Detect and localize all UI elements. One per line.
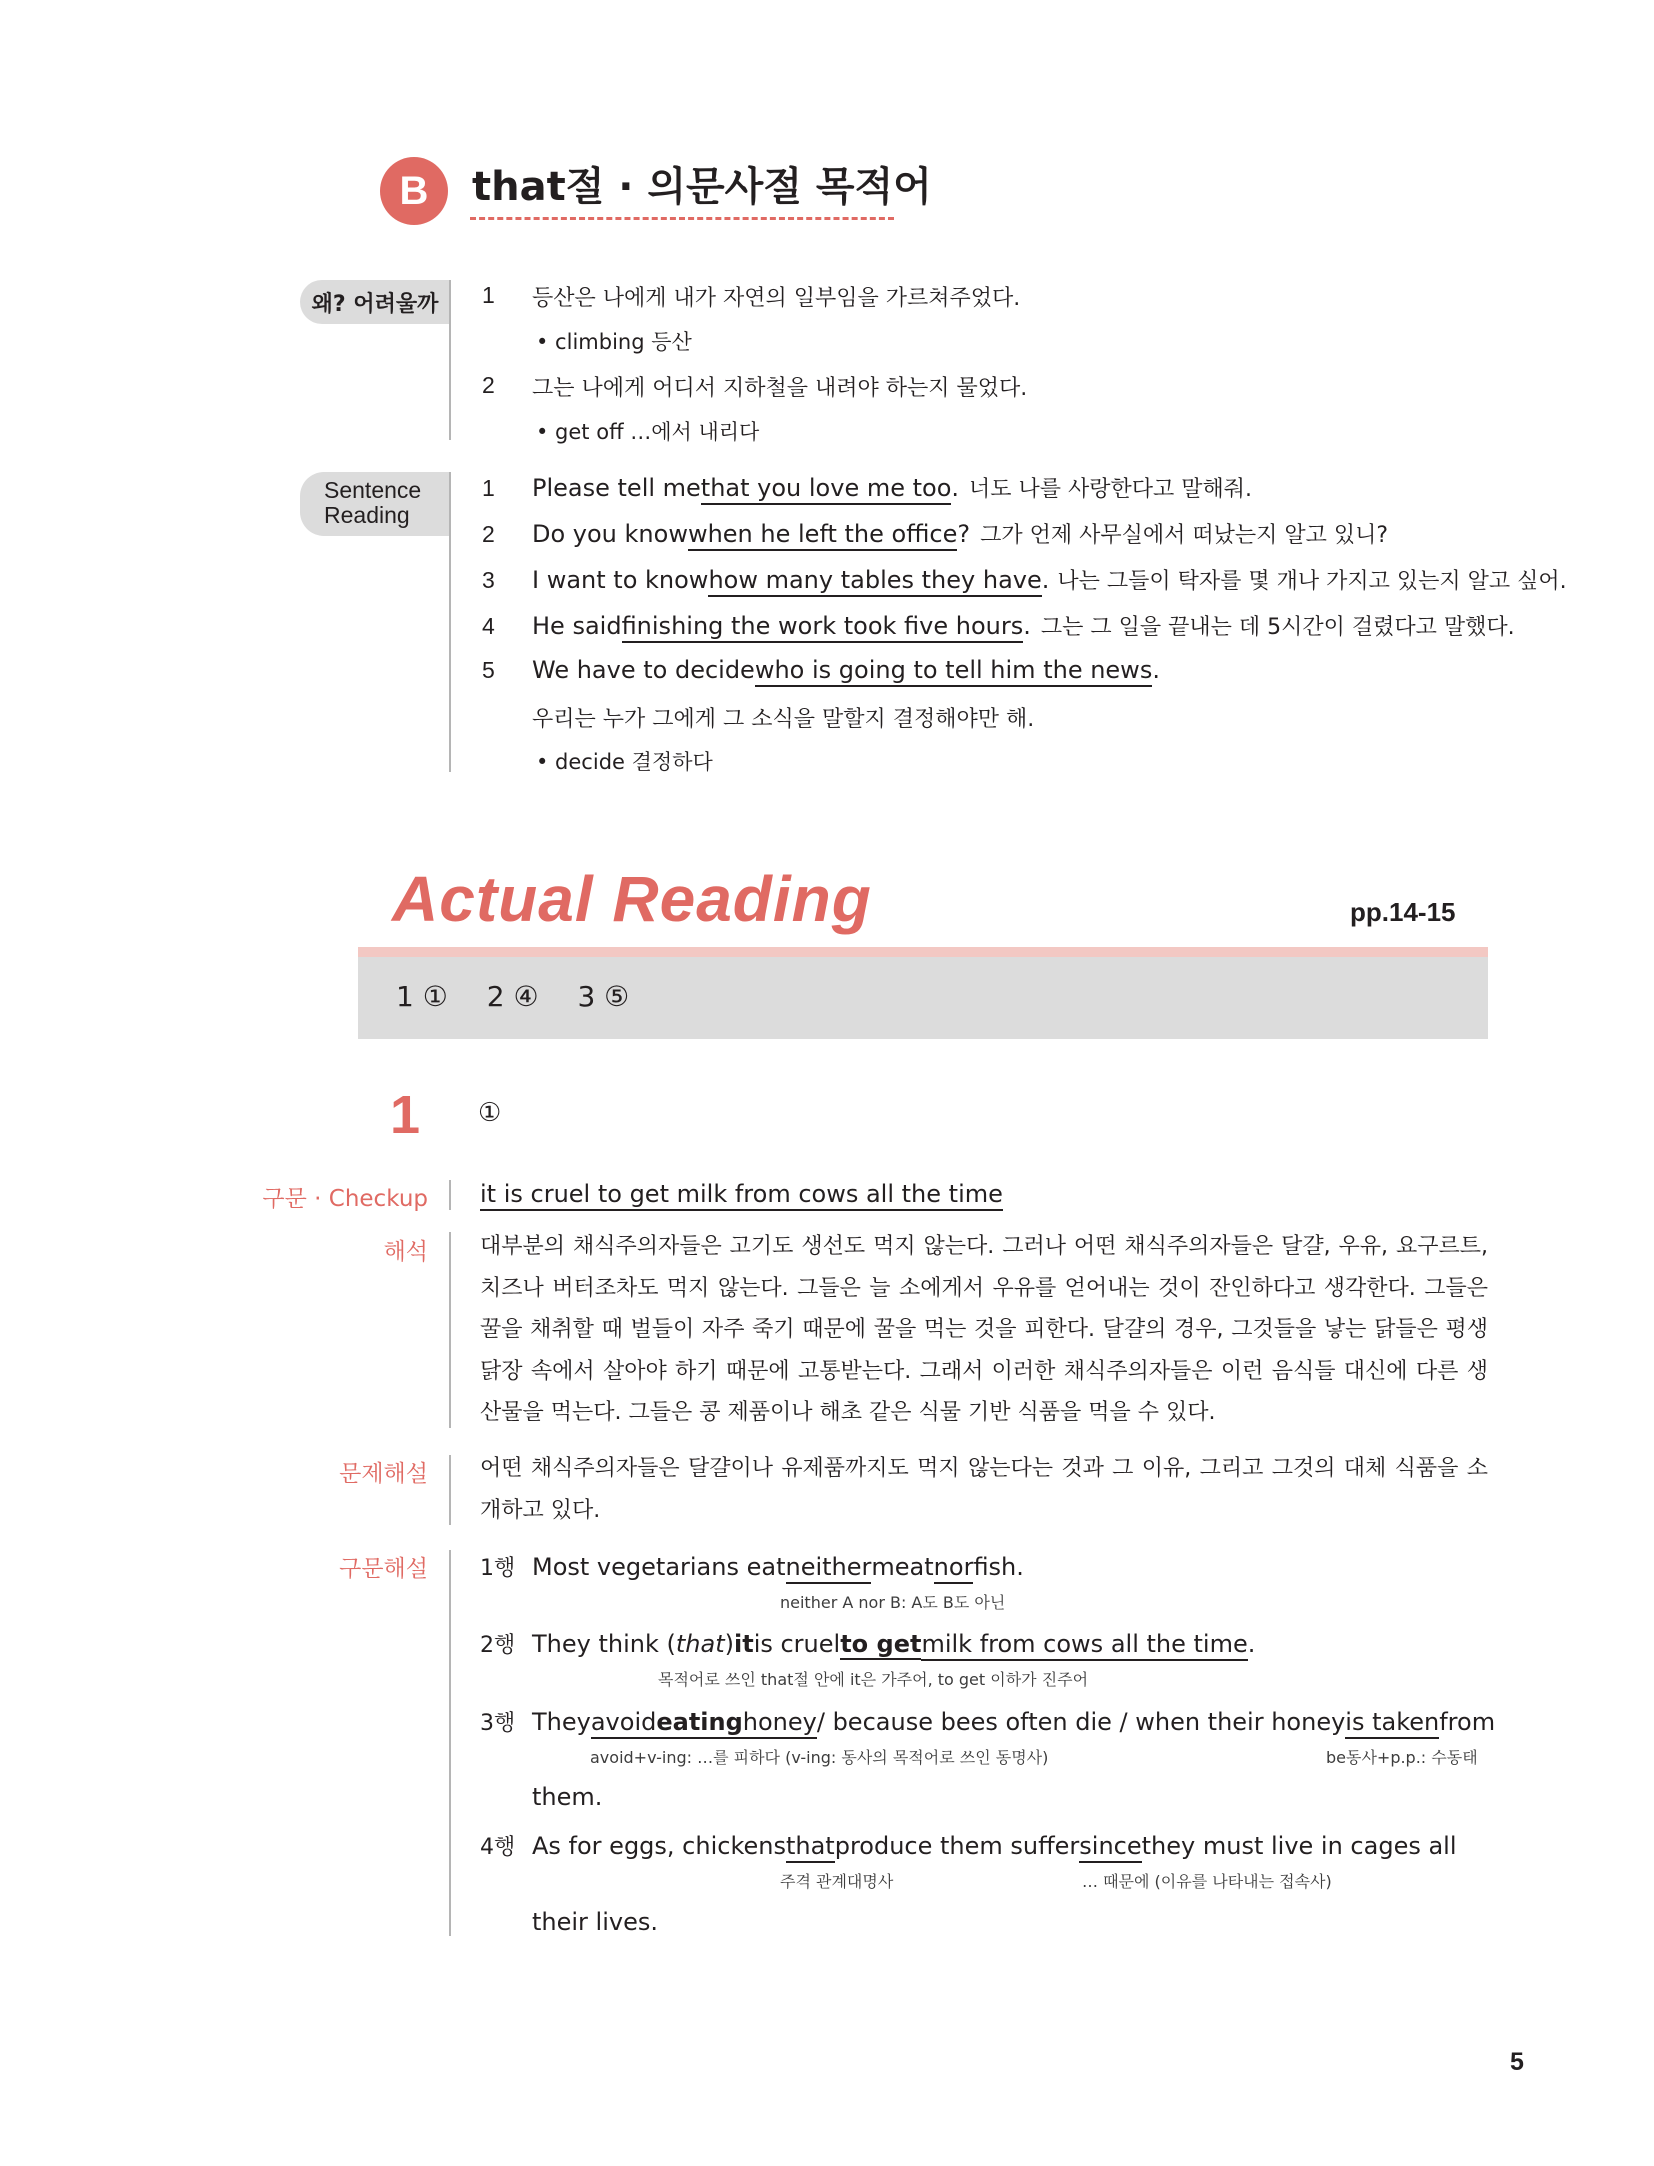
grammar-underlined: avoid [591,1708,657,1739]
sentence-number: 3 [482,567,495,593]
grammar-underlined: is taken [1345,1708,1439,1739]
question-answer: ① [478,1098,502,1128]
grammar-text: from [1439,1708,1496,1736]
grammar-underlined: that [786,1832,835,1863]
sentence-underlined: when he left the office [688,520,957,551]
sentence-underlined: finishing the work took five hours [622,612,1024,643]
sentence-row [482,472,1252,505]
sentence-row [482,656,1160,687]
explanation-text: 어떤 채식주의자들은 달걀이나 유제품까지도 먹지 않는다는 것과 그 이유, 그리고 그것의 대체 식품을 소개하고 있다. [480,1456,1488,1523]
why-item-tip: • get off …에서 내리다 [536,420,760,444]
sentence-underlined: that you love me too [701,474,952,505]
section-badge: B [380,157,448,225]
sentence-number: 5 [482,657,495,683]
grammar-bold-underlined: eating [656,1708,742,1739]
why-divider [449,280,451,440]
sentence-row [482,518,1388,551]
grammar-bold: it [733,1630,754,1658]
grammar-text: fish. [973,1553,1024,1581]
grammar-line-number: 4행 [480,1835,516,1860]
grammar-label: 구문해설 [339,1556,428,1582]
page-range: pp.14-15 [1350,897,1456,927]
sentence-english: I want to know [532,566,709,594]
answer-item: 3 ⑤ [577,980,630,1013]
grammar-note: avoid+v-ing: …를 피하다 (v-ing: 동사의 목적어로 쓰인 동명사) [590,1748,1049,1767]
grammar-note: 주격 관계대명사 [780,1872,894,1891]
answer-item: 1 ① [396,980,448,1013]
sentence-english: Please tell me [532,474,701,502]
sentence-row [482,564,1567,597]
grammar-line [480,1551,1024,1584]
grammar-text: they must live in cages all [1141,1832,1457,1860]
checkup-text: it is cruel to get milk from cows all the time [480,1180,1003,1211]
sentence-row [482,610,1515,643]
sentence-korean: 그가 언제 사무실에서 떠났는지 알고 있니? [980,523,1389,548]
why-item-number: 1 [482,282,495,308]
sentence-punct: . [1041,566,1050,594]
grammar-line-number: 2행 [480,1633,516,1658]
grammar-text: As for eggs, chickens [532,1832,786,1860]
sentence-tip: • decide 결정하다 [536,750,713,774]
grammar-line [480,1628,1255,1661]
sentence-underlined: how many tables they have [708,566,1041,597]
translation-text: 대부분의 채식주의자들은 고기도 생선도 먹지 않는다. 그러나 어떤 채식주의자들은 달걀, 우유, 요구르트, 치즈나 버터조차도 먹지 않는다. 그들은 늘 소에게서 우유를 얻어내는 것이 잔인하다고 생각한다. 그들은 꿀을 채취할 때 벌들이 자주 죽기 때문에 꿀을 먹는 것을 피한다. 달걀의 경우, 그것들을 낳는 닭들은 평생 닭장 속에서 살아야 하기 때문에 고통받는다. 그래서 이러한 채식주의자들은 이런 음식들 대신에 다른 생산물을 먹는다. 그들은 콩 제품이나 해초 같은 식물 기반 식품을 먹을 수 있다. [480,1234,1488,1425]
sentence-number: 1 [482,475,495,501]
grammar-line [480,1706,1495,1739]
sentence-english: We have to decide [532,656,755,684]
answer-item: 2 ④ [486,980,539,1013]
sentence-number: 2 [482,521,495,547]
sentence-underlined: who is going to tell him the news [755,656,1153,687]
sentence-reading-label-line2: Reading [324,502,410,528]
grammar-text: They think ( [532,1630,676,1658]
sentence-english: He said [532,612,622,640]
sentence-punct: ? [957,520,971,548]
grammar-line-number: 1행 [480,1556,516,1581]
grammar-continuation: them. [532,1783,603,1811]
checkup-label: 구문 · Checkup [262,1186,428,1212]
explanation-label: 문제해설 [339,1461,428,1487]
grammar-italic: that [675,1630,725,1658]
why-difficult-label: 왜? 어려울까 [300,280,450,324]
grammar-bold-underlined: to get [840,1630,922,1658]
grammar-underlined: neither [786,1553,872,1584]
sentence-divider [449,472,451,772]
why-item-text: 그는 나에게 어디서 지하철을 내려야 하는지 물었다. [532,376,1028,401]
answer-list [396,980,659,1013]
page-number: 5 [1510,2048,1524,2076]
why-item-tip: • climbing 등산 [536,330,692,354]
grammar-underlined: milk from cows all the time [921,1630,1247,1661]
grammar-text: meat [871,1553,934,1581]
why-item-text: 등산은 나에게 내가 자연의 일부임을 가르쳐주었다. [532,286,1021,311]
sentence-korean: 나는 그들이 탁자를 몇 개나 가지고 있는지 알고 싶어. [1057,569,1567,594]
sentence-reading-label-line1: Sentence [324,477,422,503]
grammar-note: neither A nor B: A도 B도 아닌 [780,1593,1006,1612]
grammar-text: . [1247,1630,1256,1658]
section-title: that절 · 의문사절 목적어 [472,164,932,210]
translation-label: 해석 [383,1239,428,1265]
sentence-punct: . [1023,612,1031,640]
grammar-text: is cruel [753,1630,841,1658]
grammar-line [480,1830,1457,1863]
grammar-line-number: 3행 [480,1711,516,1736]
grammar-underlined: since [1079,1832,1141,1863]
grammar-underlined: nor [934,1553,974,1584]
question-number: 1 [390,1085,421,1145]
sentence-number: 4 [482,613,495,639]
actual-reading-title: Actual Reading [392,863,872,935]
grammar-text: / because bees often die / when their honey [816,1708,1346,1736]
sentence-punct: . [951,474,960,502]
grammar-note: … 때문에 (이유를 나타내는 접속사) [1082,1872,1332,1891]
sentence-korean: 그는 그 일을 끝내는 데 5시간이 걸렸다고 말했다. [1040,615,1515,640]
sentence-punct: . [1152,656,1160,684]
translation-divider [449,1232,451,1428]
grammar-note: 목적어로 쓰인 that절 안에 it은 가주어, to get 이하가 진주어 [658,1670,1089,1689]
explanation-divider [449,1455,451,1525]
sentence-reading-label [300,472,450,536]
sentence-english: Do you know [532,520,688,548]
answer-box-top-strip [358,947,1488,957]
why-item-number: 2 [482,372,495,398]
grammar-note: be동사+p.p.: 수동태 [1326,1748,1478,1767]
checkup-divider [449,1180,451,1210]
grammar-text: produce them suffer [834,1832,1080,1860]
grammar-text: Most vegetarians eat [532,1553,786,1581]
sentence-korean: 우리는 누가 그에게 그 소식을 말할지 결정해야만 해. [532,707,1035,732]
grammar-continuation: their lives. [532,1908,658,1936]
grammar-divider [449,1550,451,1936]
grammar-text: They [532,1708,591,1736]
sentence-korean: 너도 나를 사랑한다고 말해줘. [969,477,1253,502]
title-dashed-underline [470,217,894,220]
grammar-text: ) [724,1630,734,1658]
grammar-underlined: honey [743,1708,817,1739]
